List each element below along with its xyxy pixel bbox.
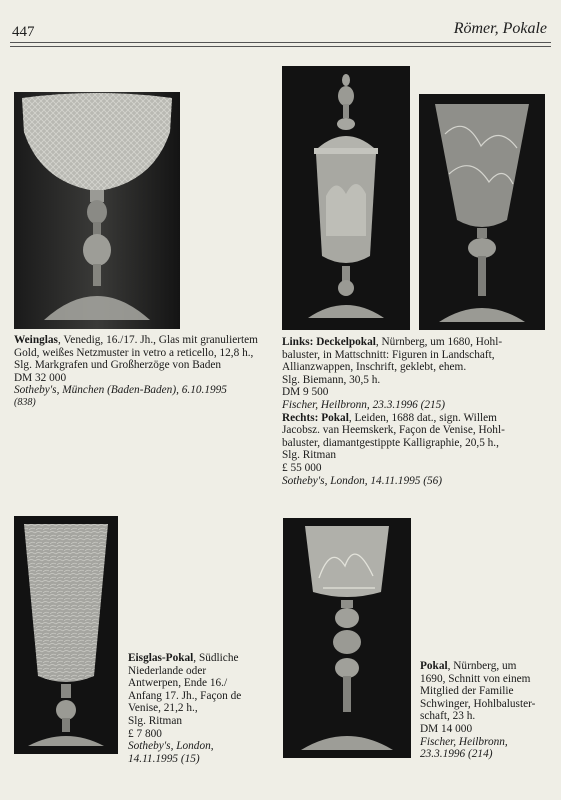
caption-text: , Südliche [193, 652, 239, 664]
caption-line: Anfang 17. Jh., Façon de [128, 689, 242, 702]
auction-source: Fischer, Heilbronn, [420, 735, 508, 748]
item-title: Weinglas [14, 334, 58, 346]
price: £ 55 000 [282, 461, 322, 474]
photo-pokal-nuernberg [283, 518, 411, 758]
item-title: Eisglas-Pokal [128, 652, 194, 664]
caption-weinglas [14, 334, 258, 410]
caption-pokal-nuernberg [420, 660, 535, 761]
caption-text: , Nürnberg, um 1680, Hohl- [375, 336, 503, 348]
caption-line: Slg. Ritman [282, 449, 336, 462]
caption-eisglas-pokal [128, 652, 241, 765]
caption-line: baluster, in Mattschnitt: Figuren in Landschaft, [282, 348, 495, 361]
section-title: Römer, Pokale [453, 20, 547, 37]
caption-line [128, 652, 241, 665]
caption-line: Gold, weißes Netzmuster in vetro a reticello, 12,8 h., [14, 346, 254, 359]
photo-eisglas-pokal [14, 516, 118, 754]
caption-line: 1690, Schnitt von einem [420, 672, 531, 685]
caption-line: Antwerpen, Ende 16./ [128, 677, 228, 690]
caption-line: baluster, diamantgestippte Kalligraphie, 20,5 h., [282, 436, 499, 449]
price: £ 7 800 [128, 727, 162, 740]
caption-line: Schwinger, Hohlbaluster- [420, 697, 536, 710]
photo-pokal-leiden [419, 94, 545, 330]
caption-line: Slg. Ritman [128, 714, 182, 727]
item-title: Pokal [420, 660, 448, 672]
caption-line: Slg. Biemann, 30,5 h. [282, 373, 381, 386]
caption-line [282, 336, 505, 349]
page-number: 447 [12, 24, 35, 40]
auction-date: 14.11.1995 (15) [128, 752, 200, 765]
position-label: Links: [282, 336, 314, 348]
caption-line [14, 334, 258, 347]
item-title: Pokal [321, 411, 349, 424]
caption-line: schaft, 23 h. [420, 710, 476, 723]
auction-source: Sotheby's, London, [128, 740, 214, 753]
photo-weinglas [14, 92, 180, 329]
photo-deckelpokal [282, 66, 410, 330]
header-rule [10, 42, 551, 43]
page-header [0, 0, 561, 50]
price: DM 14 000 [420, 722, 473, 735]
price: DM 32 000 [14, 371, 67, 384]
auction-source: Sotheby's, London, 14.11.1995 (56) [282, 474, 443, 487]
caption-text: , Venedig, 16./17. Jh., Glas mit granuliertem [57, 334, 258, 346]
caption-line: Venise, 21,2 h., [128, 702, 198, 715]
auction-date: 23.3.1996 (214) [420, 748, 493, 761]
caption-line: Allianzwappen, Inschrift, geklebt, ehem. [282, 361, 467, 374]
position-label: Rechts: [282, 411, 319, 424]
lot-number: (838) [14, 396, 36, 408]
auction-source: Sotheby's, München (Baden-Baden), 6.10.1995 [14, 384, 227, 397]
caption-line: Mitglied der Familie [420, 685, 514, 698]
caption-line [282, 412, 505, 425]
price: DM 9 500 [282, 386, 329, 399]
caption-line: Niederlande oder [128, 664, 207, 677]
caption-deckelpokal-pokal [282, 336, 505, 487]
item-title: Deckelpokal [316, 336, 376, 348]
caption-line [420, 660, 535, 673]
auction-source: Fischer, Heilbronn, 23.3.1996 (215) [282, 398, 446, 411]
caption-text: , Leiden, 1688 dat., sign. Willem [348, 411, 497, 424]
caption-text: , Nürnberg, um [447, 660, 517, 672]
header-rule [10, 46, 551, 47]
caption-line: Jacobsz. van Heemskerk, Façon de Venise, Hohl- [282, 424, 505, 437]
caption-line: Slg. Markgrafen und Großherzöge von Baden [14, 359, 222, 372]
